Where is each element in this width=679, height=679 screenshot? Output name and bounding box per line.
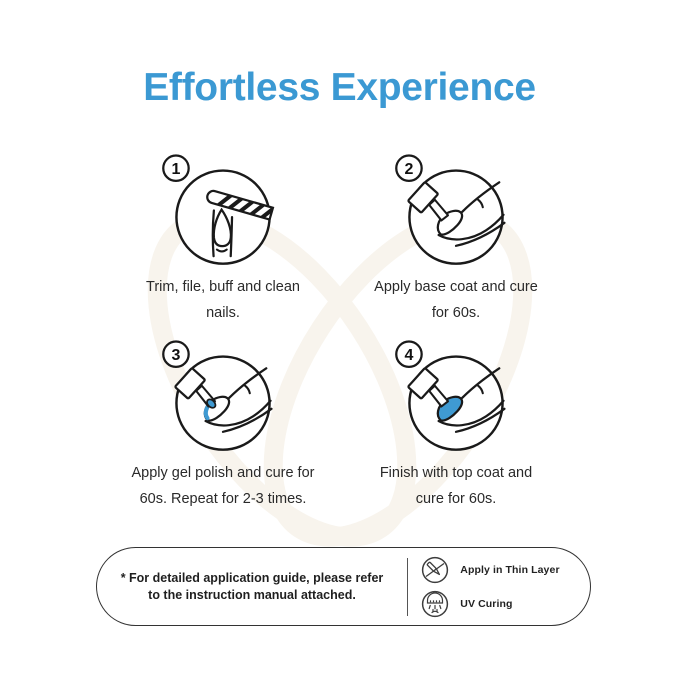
step-1-illustration-nail-file-icon (143, 140, 303, 267)
step-3 (107, 326, 340, 512)
step-2-caption: Apply base coat and cure for 60s. (374, 279, 538, 321)
step-3-illustration-gel-polish-icon (143, 326, 303, 453)
page-title: Effortless Experience (143, 66, 536, 109)
step-4 (340, 326, 573, 512)
footer-disclaimer (97, 570, 407, 604)
step-1-number: 1 (171, 160, 181, 178)
legend-label-thin-layer: Apply in Thin Layer (460, 563, 560, 576)
footer-disclaimer-line1: * For detailed application guide, please refer (120, 570, 384, 585)
step-2-number: 2 (404, 160, 414, 178)
legend-label-uv-curing: UV Curing (460, 597, 513, 610)
step-4-number: 4 (404, 346, 414, 364)
step-1 (107, 140, 340, 326)
step-2 (340, 140, 573, 326)
legend-row-thin-layer (421, 556, 590, 584)
step-3-number: 3 (171, 346, 181, 364)
footer-disclaimer-line2: to the instruction manual attached. (148, 587, 356, 602)
uv-lamp-icon (421, 590, 449, 618)
step-4-caption: Finish with top coat and cure for 60s. (379, 465, 533, 507)
step-4-illustration-top-coat-icon (376, 326, 536, 453)
footer-note-panel (96, 547, 591, 626)
step-1-caption: Trim, file, buff and clean nails. (146, 279, 300, 321)
footer-legend (408, 556, 590, 618)
thin-layer-brush-icon (421, 556, 449, 584)
steps-grid (107, 140, 573, 512)
step-3-caption: Apply gel polish and cure for 60s. Repeat for 2-3 times. (131, 465, 315, 507)
step-2-illustration-base-coat-icon (376, 140, 536, 267)
legend-row-uv-curing (421, 590, 590, 618)
